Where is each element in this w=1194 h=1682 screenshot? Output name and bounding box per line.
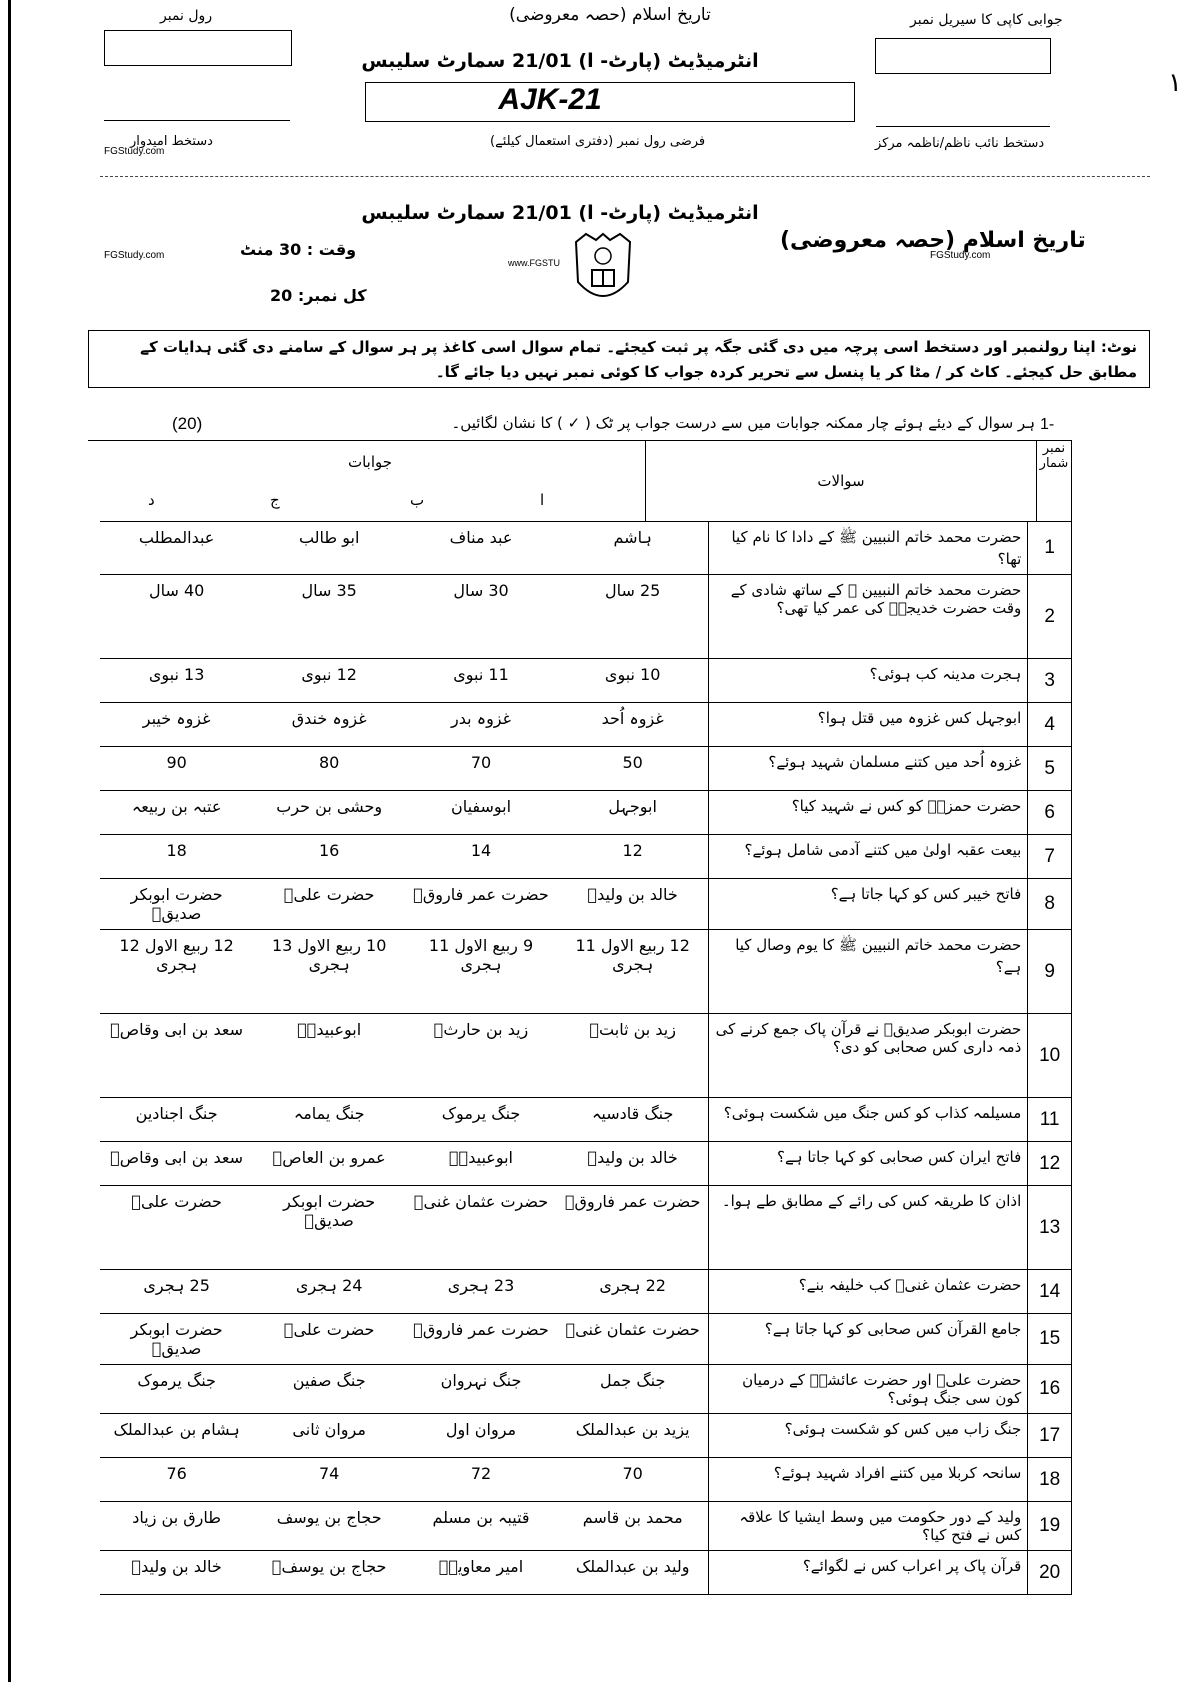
candidate-sign-label: دستخط امیدوار [130, 134, 213, 149]
option-b[interactable]: زید بن حارثؓ [405, 1014, 557, 1098]
table-row [100, 1098, 1072, 1142]
question-text: اذان کا طریقہ کس کی رائے کے مطابق طے ہوا۔ [709, 1186, 1028, 1270]
option-d[interactable]: خالد بن ولیدؓ [100, 1551, 253, 1595]
option-a[interactable]: 12 ربیع الاول 11 ہجری [557, 930, 709, 1014]
option-d[interactable]: عتبہ بن ربیعہ [100, 791, 253, 835]
question-number-cell: 3 [1028, 659, 1072, 703]
question-text: حضرت عثمان غنیؓ کب خلیفہ بنے؟ [709, 1270, 1028, 1314]
option-b[interactable]: ابوعبیدہؓ [405, 1142, 557, 1186]
question-number-cell: 13 [1028, 1186, 1072, 1270]
roll-no-box[interactable] [104, 30, 292, 66]
option-c[interactable]: 80 [253, 747, 405, 791]
fake-roll-label: فرضی رول نمبر (دفتری استعمال کیلئے) [490, 134, 706, 149]
question-text: فاتح خیبر کس کو کہا جاتا ہے؟ [709, 879, 1028, 930]
table-row [100, 1458, 1072, 1502]
option-b[interactable]: 11 نبوی [405, 659, 557, 703]
option-a[interactable]: غزوہ اُحد [557, 703, 709, 747]
question-number-cell: 19 [1028, 1502, 1072, 1551]
table-row [100, 1414, 1072, 1458]
option-b[interactable]: حضرت عمر فاروقؓ [405, 879, 557, 930]
question-number-cell: 14 [1028, 1270, 1072, 1314]
question-number: -1 [1040, 416, 1055, 433]
question-text: بیعت عقبہ اولیٰ میں کتنے آدمی شامل ہوئے؟ [709, 835, 1028, 879]
option-b[interactable]: 23 ہجری [405, 1270, 557, 1314]
option-c[interactable]: حضرت ابوبکر صدیقؓ [253, 1186, 405, 1270]
questions-table [100, 522, 1072, 1595]
option-c[interactable]: حجاج بن یوسف [253, 1502, 405, 1551]
watermark-site-1: FGStudy.com [104, 146, 165, 157]
question-text: حضرت محمد خاتم النبیین ﷺ کا یوم وصال کیا ہے؟ [709, 930, 1028, 1014]
table-row [100, 1365, 1072, 1414]
option-d[interactable]: 90 [100, 747, 253, 791]
option-c[interactable]: عمرو بن العاصؓ [253, 1142, 405, 1186]
table-row [100, 1551, 1072, 1595]
question-number-cell: 12 [1028, 1142, 1072, 1186]
code-box [365, 82, 855, 122]
option-d[interactable]: جنگ یرموک [100, 1365, 253, 1414]
option-a[interactable]: جنگ جمل [557, 1365, 709, 1414]
question-text: حضرت علیؓ اور حضرت عائشہؓ کے درمیان کون سی جنگ ہوئی؟ [709, 1365, 1028, 1414]
option-a[interactable]: خالد بن ولیدؓ [557, 1142, 709, 1186]
option-c[interactable]: جنگ صفین [253, 1365, 405, 1414]
option-d[interactable]: 12 ربیع الاول 12 ہجری [100, 930, 253, 1014]
table-row [100, 703, 1072, 747]
table-row [100, 659, 1072, 703]
option-a[interactable]: جنگ قادسیہ [557, 1098, 709, 1142]
candidate-sign-line [104, 120, 290, 121]
total-marks: کل نمبر: 20 [270, 286, 367, 305]
table-row [100, 930, 1072, 1014]
question-text: قرآن پاک پر اعراب کس نے لگوائے؟ [709, 1551, 1028, 1595]
option-d[interactable]: حضرت ابوبکر صدیقؓ [100, 879, 253, 930]
page-mark: ۱ [1168, 68, 1182, 98]
option-a[interactable]: 10 نبوی [557, 659, 709, 703]
option-b[interactable]: 70 [405, 747, 557, 791]
table-row [100, 1314, 1072, 1365]
option-a[interactable]: یزید بن عبدالملک [557, 1414, 709, 1458]
option-b[interactable]: مروان اول [405, 1414, 557, 1458]
question-text: حضرت محمد خاتم النبیین ﷺ کے دادا کا نام کیا تھا؟ [709, 522, 1028, 575]
table-row [100, 1186, 1072, 1270]
question-text: مسیلمہ کذاب کو کس جنگ میں شکست ہوئی؟ [709, 1098, 1028, 1142]
option-d[interactable]: سعد بن ابی وقاصؓ [100, 1142, 253, 1186]
serial-label: جوابی کاپی کا سیریل نمبر [910, 12, 1063, 28]
header-answers: جوابات [347, 453, 393, 471]
watermark-site-2: FGStudy.com [930, 250, 991, 261]
option-a[interactable]: 22 ہجری [557, 1270, 709, 1314]
option-a[interactable]: 70 [557, 1458, 709, 1502]
option-b[interactable]: ابوسفیان [405, 791, 557, 835]
question-number-cell: 11 [1028, 1098, 1072, 1142]
option-c[interactable]: 74 [253, 1458, 405, 1502]
question-number-cell: 4 [1028, 703, 1072, 747]
question-text: جنگ زاب میں کس کو شکست ہوئی؟ [709, 1414, 1028, 1458]
option-c[interactable]: ابو طالب [253, 522, 405, 575]
option-d[interactable]: 18 [100, 835, 253, 879]
question-number-cell: 17 [1028, 1414, 1072, 1458]
option-d[interactable]: ہشام بن عبدالملک [100, 1414, 253, 1458]
question-text: حضرت حمزہؓ کو کس نے شہید کیا؟ [709, 791, 1028, 835]
supervisor-sign-label: دستخط نائب ناظم/ناظمہ مرکز [875, 136, 1045, 151]
option-d[interactable]: 13 نبوی [100, 659, 253, 703]
option-c[interactable]: 16 [253, 835, 405, 879]
subject-top: تاریخ اسلام (حصہ معروضی) [509, 5, 711, 25]
option-b[interactable]: 14 [405, 835, 557, 879]
option-c[interactable]: جنگ یمامہ [253, 1098, 405, 1142]
table-row [100, 575, 1072, 659]
table-row [100, 1142, 1072, 1186]
table-row [100, 835, 1072, 879]
option-a[interactable]: 12 [557, 835, 709, 879]
option-b[interactable]: عبد مناف [405, 522, 557, 575]
question-number-cell: 10 [1028, 1014, 1072, 1098]
header-option-d: د [148, 491, 155, 509]
option-b[interactable]: 9 ربیع الاول 11 ہجری [405, 930, 557, 1014]
option-c[interactable]: حضرت علیؓ [253, 879, 405, 930]
question-number-cell: 5 [1028, 747, 1072, 791]
table-row [100, 1502, 1072, 1551]
option-c[interactable]: ابوعبیدہؓ [253, 1014, 405, 1098]
roll-no-label: رول نمبر [160, 8, 213, 24]
option-c[interactable]: غزوہ خندق [253, 703, 405, 747]
option-d[interactable]: 25 ہجری [100, 1270, 253, 1314]
question-text: جامع القرآن کس صحابی کو کہا جاتا ہے؟ [709, 1314, 1028, 1365]
question-number-cell: 9 [1028, 930, 1072, 1014]
table-row [100, 747, 1072, 791]
time-allowed: وقت : 30 منٹ [240, 240, 357, 259]
question-text: سانحہ کربلا میں کتنے افراد شہید ہوئے؟ [709, 1458, 1028, 1502]
option-b[interactable]: جنگ یرموک [405, 1098, 557, 1142]
option-d[interactable]: طارق بن زیاد [100, 1502, 253, 1551]
exam-line-top: انٹرمیڈیٹ (پارٹ- ا) 21/01 سمارٹ سلیبس [361, 50, 759, 72]
table-row [100, 879, 1072, 930]
option-d[interactable]: حضرت ابوبکر صدیقؓ [100, 1314, 253, 1365]
supervisor-sign-line [876, 126, 1050, 127]
option-b[interactable]: قتیبہ بن مسلم [405, 1502, 557, 1551]
option-b[interactable]: 72 [405, 1458, 557, 1502]
option-d[interactable]: 76 [100, 1458, 253, 1502]
option-d[interactable]: غزوہ خیبر [100, 703, 253, 747]
option-a[interactable]: 25 سال [557, 575, 709, 659]
option-b[interactable]: حضرت عثمان غنیؓ [405, 1186, 557, 1270]
note-box: نوٹ: اپنا رولنمبر اور دستخط اسی پرچہ میں دی گئی جگہ پر ثبت کیجئے۔ تمام سوال اسی کاغذ پر ہر سوال کے سامنے دی گئی ہدایات کے مطابق حل کیجئے۔ کاٹ کر / مٹا کر یا پنسل سے تحریر کردہ جواب کا کوئی نمبر نہیں دیا جائے گا۔ [88, 330, 1150, 388]
instruction-text: ہر سوال کے دیئے ہوئے چار ممکنہ جوابات میں سے درست جواب پر ٹک ( ✓ ) کا نشان لگائیں۔ [451, 414, 1035, 432]
option-a[interactable]: ہاشم [557, 522, 709, 575]
watermark-site-3: FGStudy.com [104, 250, 165, 261]
option-a[interactable]: خالد بن ولیدؓ [557, 879, 709, 930]
board-logo-icon [572, 232, 634, 310]
question-number-cell: 2 [1028, 575, 1072, 659]
option-d[interactable]: سعد بن ابی وقاصؓ [100, 1014, 253, 1098]
paper-code: AJK-21 [498, 83, 602, 116]
option-d[interactable]: جنگ اجنادین [100, 1098, 253, 1142]
table-row [100, 1270, 1072, 1314]
option-c[interactable]: 12 نبوی [253, 659, 405, 703]
option-a[interactable]: محمد بن قاسم [557, 1502, 709, 1551]
header-option-b: ب [410, 491, 425, 509]
option-a[interactable]: ابوجہل [557, 791, 709, 835]
question-text: غزوہ اُحد میں کتنے مسلمان شہید ہوئے؟ [709, 747, 1028, 791]
question-number-cell: 7 [1028, 835, 1072, 879]
question-text: فاتح ایران کس صحابی کو کہا جاتا ہے؟ [709, 1142, 1028, 1186]
question-text: ہجرت مدینہ کب ہوئی؟ [709, 659, 1028, 703]
option-a[interactable]: حضرت عثمان غنیؓ [557, 1314, 709, 1365]
header-option-a: ا [540, 491, 545, 509]
header-num: نمبر شمار [1036, 441, 1072, 521]
table-header [100, 441, 1072, 522]
question-text: حضرت محمد خاتم النبیین ﷺ کے ساتھ شادی کے وقت حضرت خدیجہؓ کی عمر کیا تھی؟ [709, 575, 1028, 659]
exam-line: انٹرمیڈیٹ (پارٹ- ا) 21/01 سمارٹ سلیبس [361, 202, 759, 224]
option-d[interactable]: 40 سال [100, 575, 253, 659]
option-c[interactable]: 35 سال [253, 575, 405, 659]
option-a[interactable]: ولید بن عبدالملک [557, 1551, 709, 1595]
table-row [100, 522, 1072, 575]
question-number-cell: 16 [1028, 1365, 1072, 1414]
option-b[interactable]: حضرت عمر فاروقؓ [405, 1314, 557, 1365]
question-text: حضرت ابوبکر صدیقؓ نے قرآن پاک جمع کرنے کی ذمہ داری کس صحابی کو دی؟ [709, 1014, 1028, 1098]
instruction-marks: (20) [172, 414, 203, 433]
header-questions: سوالات [645, 441, 1036, 521]
option-a[interactable]: 50 [557, 747, 709, 791]
watermark-www: www.FGSTU [508, 258, 561, 268]
paper-subject: تاریخ اسلام (حصہ معروضی) [780, 228, 1086, 253]
option-b[interactable]: امیر معاویہؓ [405, 1551, 557, 1595]
option-b[interactable]: جنگ نہروان [405, 1365, 557, 1414]
question-text: ابوجہل کس غزوہ میں قتل ہوا؟ [709, 703, 1028, 747]
question-number-cell: 15 [1028, 1314, 1072, 1365]
option-d[interactable]: عبدالمطلب [100, 522, 253, 575]
option-c[interactable]: وحشی بن حرب [253, 791, 405, 835]
option-c[interactable]: حضرت علیؓ [253, 1314, 405, 1365]
option-c[interactable]: حجاج بن یوسفؓ [253, 1551, 405, 1595]
question-number-cell: 8 [1028, 879, 1072, 930]
cut-line [100, 176, 1150, 177]
scan-edge [8, 0, 11, 1682]
question-number-cell: 6 [1028, 791, 1072, 835]
question-text: ولید کے دور حکومت میں وسط ایشیا کا علاقہ کس نے فتح کیا؟ [709, 1502, 1028, 1551]
option-d[interactable]: حضرت علیؓ [100, 1186, 253, 1270]
option-c[interactable]: 24 ہجری [253, 1270, 405, 1314]
option-c[interactable]: 10 ربیع الاول 13 ہجری [253, 930, 405, 1014]
option-a[interactable]: زید بن ثابتؓ [557, 1014, 709, 1098]
header-option-c: ج [270, 491, 280, 509]
question-number-cell: 18 [1028, 1458, 1072, 1502]
question-number-cell: 1 [1028, 522, 1072, 575]
question-number-cell: 20 [1028, 1551, 1072, 1595]
table-row [100, 1014, 1072, 1098]
option-c[interactable]: مروان ثانی [253, 1414, 405, 1458]
table-row [100, 791, 1072, 835]
option-a[interactable]: حضرت عمر فاروقؓ [557, 1186, 709, 1270]
option-b[interactable]: 30 سال [405, 575, 557, 659]
option-b[interactable]: غزوہ بدر [405, 703, 557, 747]
serial-box[interactable] [875, 38, 1051, 74]
